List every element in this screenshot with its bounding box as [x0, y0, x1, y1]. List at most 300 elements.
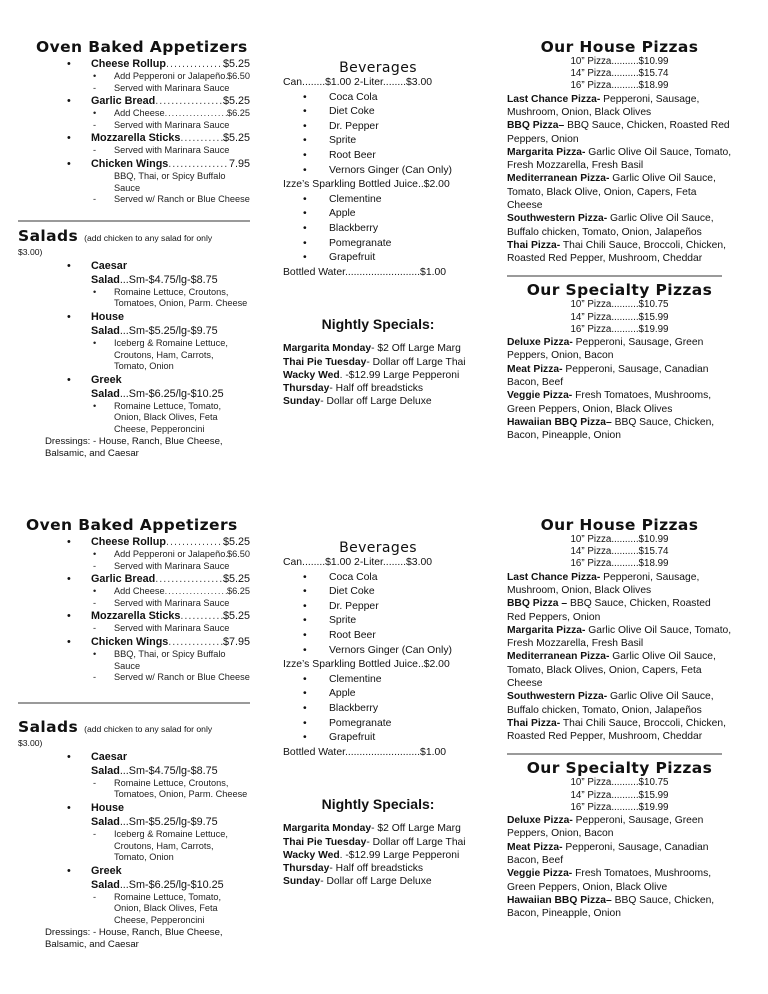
appetizer-sub-item [18, 549, 250, 561]
sub-text: Add Pepperoni or Jalapeño [114, 549, 226, 559]
middle-column [283, 60, 473, 408]
salads-note-continued: $3.00) [18, 737, 43, 748]
bullet-icon: - [93, 672, 97, 683]
juice-item [283, 687, 473, 702]
soda-name: Root Beer [329, 629, 376, 641]
dot-leader [180, 609, 223, 623]
house-pizza-item [507, 212, 732, 239]
appetizer-item [18, 609, 250, 623]
bullet-icon: • [93, 286, 97, 297]
izze-price-line: Izze’s Sparkling Bottled Juice..$2.00 [283, 179, 450, 191]
beverages-list [283, 76, 473, 280]
pizza-toppings: Pepperoni, Sausage, Green Peppers, Onion, Bacon [507, 815, 704, 840]
pizza-toppings: Fresh Tomatoes, Mushrooms, Green Peppers, Onion, Black Olives [507, 390, 712, 415]
bullet-icon: - [93, 623, 97, 634]
appetizer-sub-item [18, 194, 250, 206]
appetizer-sub-item [18, 71, 250, 83]
water-price-line: Bottled Water..........................$1.00 [283, 746, 447, 758]
special-day: Wacky Wed [283, 849, 340, 861]
pizza-name: Deluxe Pizza- [507, 337, 573, 349]
salad-name: Caesar Salad [91, 750, 128, 777]
pizza-size-price: 10” Pizza..........$10.75 [570, 299, 669, 311]
appetizer-sub-item [18, 120, 250, 132]
pizza-name: Last Chance Pizza- [507, 93, 601, 105]
desc-text: Croutons, Ham, Carrots, [114, 840, 214, 851]
soda-item [283, 120, 473, 135]
bullet-icon: • [303, 208, 307, 220]
bullet-icon: - [93, 891, 97, 902]
special-offer: - Half off breadsticks [329, 382, 424, 394]
bullet-icon: • [303, 571, 307, 583]
juice-item [283, 222, 473, 237]
pizza-toppings: Thai Chili Sauce, Broccoli, Chicken, Roasted Red Pepper, Mushroom, Cheddar [507, 239, 726, 265]
special-day: Thursday [283, 862, 330, 874]
special-item [283, 356, 473, 369]
salad-description [18, 361, 250, 373]
pizza-size-price: 14” Pizza..........$15.74 [570, 546, 669, 558]
bullet-icon: • [303, 91, 307, 103]
item-name: Chicken Wings [91, 635, 169, 648]
special-day: Margarita Monday [283, 823, 372, 835]
salad-name: Caesar Salad [91, 259, 128, 286]
left-column [18, 38, 250, 461]
soda-item [283, 134, 473, 149]
bullet-icon: • [303, 135, 307, 147]
pizza-toppings: Pepperoni, Sausage, Mushroom, Onion, Black Olives [507, 571, 700, 596]
sub-text: BBQ, Thai, or Spicy Buffalo Sauce [114, 170, 226, 193]
soda-item [283, 571, 473, 586]
pizza-toppings: Garlic Olive Oil Sauce, Tomato, Fresh Mozzarella, Fresh Basil [507, 146, 732, 172]
bullet-icon: • [67, 536, 71, 548]
izze-price-line: Izze’s Sparkling Bottled Juice..$2.00 [283, 659, 450, 671]
salad-description [18, 841, 250, 853]
bullet-icon: • [303, 600, 307, 612]
special-day: Sunday [283, 876, 321, 888]
salad-price: ...Sm-$6.25/lg-$10.25 [119, 387, 224, 400]
pizza-toppings: Fresh Tomatoes, Mushrooms, Green Peppers, Onion, Black Olive [507, 868, 712, 893]
bullet-icon: - [93, 777, 97, 788]
pizza-size-price: 16” Pizza..........$19.99 [570, 323, 669, 335]
bullet-icon: • [303, 673, 307, 685]
soda-name: Root Beer [329, 149, 376, 161]
pizza-name: Hawaiian BBQ Pizza– [507, 894, 612, 906]
soda-name: Sprite [329, 615, 357, 627]
bullet-icon: • [67, 573, 71, 586]
dot-leader [165, 108, 227, 120]
salad-name: Greek Salad [91, 864, 122, 891]
house-pizza-item [507, 717, 732, 744]
special-offer: - Dollar off Large Deluxe [320, 396, 432, 408]
bullet-icon: • [67, 864, 71, 877]
pizza-name: Meat Pizza- [507, 841, 563, 853]
desc-text: Romaine Lettuce, Croutons, [114, 777, 229, 788]
pizza-size-price: 10” Pizza..........$10.99 [570, 534, 669, 545]
salads-note-continued: $3.00) [18, 246, 43, 257]
appetizer-item [18, 535, 250, 549]
appetizer-sub-item [18, 586, 250, 598]
bullet-icon: • [67, 95, 71, 108]
juice-name: Apple [329, 208, 356, 220]
specials-title: Nightly Specials: [321, 796, 435, 813]
special-item [283, 836, 473, 849]
can-price-line: Can........$1.00 2-Liter........$3.00 [283, 77, 433, 88]
pizza-toppings: Garlic Olive Oil Sauce, Tomato, Black Olives, Onion, Capers, Feta Cheese [507, 651, 716, 689]
pizza-toppings: Garlic Olive Oil Sauce, Tomato, Fresh Mozzarella, Fresh Basil [507, 624, 732, 650]
desc-text: Tomato, Onion [114, 361, 174, 372]
sub-text: Served w/ Ranch or Blue Cheese [114, 672, 250, 683]
bullet-icon: • [303, 586, 307, 598]
bullet-icon: • [67, 259, 71, 272]
salad-item [18, 864, 250, 892]
soda-item [283, 600, 473, 615]
bullet-icon: • [67, 132, 71, 145]
house-pizzas-title: Our House Pizzas [540, 516, 699, 534]
bullet-icon: • [303, 702, 307, 714]
appetizer-item [18, 635, 250, 649]
pizza-name: Thai Pizza- [507, 239, 561, 251]
special-item [283, 395, 473, 408]
sub-text: Served w/ Ranch or Blue Cheese [114, 194, 250, 205]
bullet-icon: - [93, 597, 97, 608]
desc-text: Tomatoes, Onion, Parm. Cheese [114, 298, 248, 309]
item-name: Mozzarella Sticks [91, 132, 181, 145]
bullet-icon: • [93, 549, 97, 559]
bullet-icon: • [303, 222, 307, 234]
sub-text: Served with Marinara Sauce [114, 597, 230, 608]
bullet-icon: • [303, 615, 307, 627]
salad-description [18, 412, 250, 424]
salad-description [18, 829, 250, 841]
salad-name: House Salad [91, 801, 124, 828]
dressings-line: Dressings: - House, Ranch, Blue Cheese, [45, 926, 223, 938]
item-price: $5.25 [222, 573, 250, 586]
soda-item [283, 585, 473, 600]
bullet-icon: • [303, 193, 307, 205]
can-price-line: Can........$1.00 2-Liter........$3.00 [283, 557, 433, 568]
dot-leader [180, 131, 223, 145]
desc-text: Romaine Lettuce, Tomato, [114, 891, 222, 902]
middle-column [283, 540, 473, 888]
pizza-name: BBQ Pizza – [507, 598, 568, 610]
salad-description [18, 852, 250, 864]
special-day: Thai Pie Tuesday [283, 836, 367, 848]
appetizer-sub-item [18, 108, 250, 120]
appetizer-sub-item [18, 598, 250, 610]
pizza-name: Southwestern Pizza- [507, 691, 608, 703]
pizza-size-price: 10” Pizza..........$10.75 [570, 777, 669, 789]
pizza-name: Mediterranean Pizza- [507, 651, 610, 663]
soda-name: Coca Cola [329, 91, 378, 103]
special-offer: - Dollar off Large Thai [366, 836, 466, 848]
salad-description [18, 287, 250, 299]
pizza-name: Thai Pizza- [507, 717, 561, 729]
item-price: $7.95 [222, 635, 250, 648]
special-offer: . -$12.99 Large Pepperoni [339, 849, 460, 861]
pizza-size-price: 16” Pizza..........$18.99 [570, 80, 669, 92]
pizza-name: Margarita Pizza- [507, 146, 586, 158]
special-offer: - $2 Off Large Marg [371, 823, 461, 835]
bullet-icon: • [303, 120, 307, 132]
specialty-pizza-item [507, 389, 732, 416]
right-column [507, 38, 732, 442]
bullet-icon: - [93, 145, 97, 156]
desc-text: Iceberg & Romaine Lettuce, [114, 337, 228, 348]
special-day: Thursday [283, 382, 330, 394]
juice-name: Apple [329, 688, 356, 700]
appetizer-sub-item [18, 171, 250, 194]
bullet-icon: - [93, 194, 97, 205]
bullet-icon: • [93, 108, 97, 119]
juice-name: Grapefruit [329, 252, 376, 264]
bullet-icon: - [93, 82, 97, 93]
desc-text: Tomato, Onion [114, 852, 174, 863]
pizza-toppings: Pepperoni, Sausage, Mushroom, Onion, Black Olives [507, 93, 700, 118]
dot-leader [166, 535, 223, 549]
salad-item [18, 750, 250, 778]
bullet-icon: • [93, 337, 97, 348]
salad-price: ...Sm-$5.25/lg-$9.75 [119, 815, 218, 828]
dot-leader [155, 572, 223, 586]
bullet-icon: • [93, 648, 97, 659]
bullet-icon: • [303, 732, 307, 744]
salad-name: Greek Salad [91, 373, 122, 400]
special-item [283, 342, 473, 355]
dot-leader [155, 94, 223, 108]
salad-item [18, 801, 250, 829]
salad-description [18, 424, 250, 436]
specials-title: Nightly Specials: [321, 316, 435, 333]
juice-item [283, 237, 473, 252]
soda-item [283, 149, 473, 164]
house-pizza-item [507, 93, 732, 120]
appetizer-item [18, 157, 250, 171]
pizza-size-price: 14” Pizza..........$15.99 [570, 311, 669, 323]
pizza-toppings: Garlic Olive Oil Sauce, Buffalo chicken, Tomato, Onion, Jalapeños [507, 213, 714, 238]
section-divider [18, 220, 250, 222]
right-column [507, 516, 732, 920]
bullet-icon: - [93, 560, 97, 571]
item-price: $5.25 [222, 95, 250, 108]
soda-item [283, 105, 473, 120]
pizza-name: Meat Pizza- [507, 363, 563, 375]
pizza-name: Margarita Pizza- [507, 624, 586, 636]
soda-item [283, 629, 473, 644]
desc-text: Croutons, Ham, Carrots, [114, 349, 214, 360]
special-offer: - Half off breadsticks [329, 862, 424, 874]
juice-item [283, 673, 473, 688]
special-item [283, 862, 473, 875]
salads-title: Salads [18, 226, 79, 245]
pizza-name: Veggie Pizza- [507, 390, 573, 402]
salad-description [18, 338, 250, 350]
salad-description [18, 903, 250, 915]
dot-leader [166, 57, 223, 71]
left-column [18, 516, 250, 952]
salad-price: ...Sm-$6.25/lg-$10.25 [119, 878, 224, 891]
appetizer-sub-item [18, 672, 250, 684]
special-item [283, 875, 473, 888]
bullet-icon: - [93, 119, 97, 130]
appetizer-sub-item [18, 145, 250, 157]
pizza-size-price: 16” Pizza..........$18.99 [570, 558, 669, 570]
beverages-list [283, 556, 473, 760]
salad-description [18, 298, 250, 310]
salad-description [18, 892, 250, 904]
appetizer-item [18, 57, 250, 71]
house-pizza-item [507, 597, 732, 624]
pizza-toppings: Pepperoni, Sausage, Green Peppers, Onion, Bacon [507, 337, 704, 362]
bullet-icon: • [303, 237, 307, 249]
bullet-icon: • [303, 688, 307, 700]
bullet-icon: • [303, 106, 307, 118]
soda-name: Vernors Ginger (Can Only) [329, 164, 453, 176]
soda-item [283, 91, 473, 106]
salad-description [18, 778, 250, 790]
pizza-toppings: BBQ Sauce, Chicken, Roasted Red Peppers, Onion [507, 120, 730, 145]
juice-name: Pomegranate [329, 237, 392, 249]
special-offer: - $2 Off Large Marg [371, 343, 461, 355]
water-price-line: Bottled Water..........................$1.00 [283, 266, 447, 278]
special-day: Sunday [283, 396, 321, 408]
pizza-name: Last Chance Pizza- [507, 571, 601, 583]
house-pizza-item [507, 571, 732, 598]
desc-text: Tomatoes, Onion, Parm. Cheese [114, 789, 248, 800]
sub-price: $6.25 [227, 586, 250, 597]
special-item [283, 822, 473, 835]
pizza-name: Southwestern Pizza- [507, 213, 608, 225]
sub-price: $6.50 [227, 71, 250, 81]
bullet-icon: • [67, 801, 71, 814]
salad-description [18, 789, 250, 801]
salad-item [18, 310, 250, 338]
desc-text: Romaine Lettuce, Croutons, [114, 286, 229, 297]
soda-name: Coca Cola [329, 571, 378, 583]
juice-item [283, 193, 473, 208]
specialty-pizzas-title: Our Specialty Pizzas [526, 759, 713, 778]
pizza-toppings: BBQ Sauce, Chicken, Bacon, Pineapple, Onion [507, 894, 715, 920]
dot-leader [168, 635, 223, 649]
specialty-pizza-item [507, 841, 732, 868]
bullet-icon: • [67, 58, 71, 70]
specialty-pizza-item [507, 814, 732, 841]
bullet-icon: - [93, 828, 97, 839]
special-offer: - Dollar off Large Deluxe [320, 876, 432, 888]
sub-text: Add Cheese [114, 108, 165, 119]
salad-name: House Salad [91, 310, 124, 337]
specialty-pizzas-title: Our Specialty Pizzas [526, 281, 713, 300]
pizza-toppings: Pepperoni, Sausage, Canadian Bacon, Beef [507, 363, 709, 388]
desc-text: Onion, Black Olives, Feta [114, 903, 218, 914]
item-name: Mozzarella Sticks [91, 610, 181, 623]
bullet-icon: • [303, 629, 307, 641]
specialty-pizza-item [507, 363, 732, 390]
menu-copy-2 [0, 478, 768, 975]
section-divider [507, 753, 722, 755]
item-price: 7.95 [228, 157, 250, 170]
soda-name: Diet Coke [329, 106, 375, 118]
desc-text: Cheese, Pepperoncini [114, 914, 205, 925]
bullet-icon: • [67, 310, 71, 323]
item-price: $5.25 [222, 610, 250, 623]
house-pizza-item [507, 119, 732, 146]
pizza-name: Mediterranean Pizza- [507, 173, 610, 185]
special-offer: - Dollar off Large Thai [366, 356, 466, 368]
item-name: Chicken Wings [91, 157, 169, 170]
beverages-title: Beverages [339, 60, 417, 76]
house-pizza-item [507, 172, 732, 212]
dot-leader [165, 586, 227, 598]
specialty-pizza-item [507, 867, 732, 894]
salad-item [18, 373, 250, 401]
sub-text: Served with Marinara Sauce [114, 145, 230, 156]
specialty-pizza-item [507, 416, 732, 443]
pizza-toppings: BBQ Sauce, Chicken, Roasted Red Peppers, Onion [507, 598, 711, 623]
item-price: $5.25 [222, 132, 250, 145]
pizza-name: BBQ Pizza– [507, 120, 565, 132]
salad-item [18, 259, 250, 287]
salads-header [18, 718, 250, 736]
appetizer-sub-item [18, 649, 250, 672]
pizza-size-price: 14” Pizza..........$15.99 [570, 789, 669, 801]
appetizer-sub-item [18, 623, 250, 635]
bullet-icon: • [303, 149, 307, 161]
appetizers-title: Oven Baked Appetizers [36, 38, 248, 56]
appetizer-item [18, 131, 250, 145]
soda-name: Dr. Pepper [329, 600, 379, 612]
juice-name: Blackberry [329, 222, 379, 234]
item-price: $5.25 [222, 536, 250, 548]
soda-name: Diet Coke [329, 586, 375, 598]
special-day: Margarita Monday [283, 343, 372, 355]
pizza-toppings: Pepperoni, Sausage, Canadian Bacon, Beef [507, 841, 709, 866]
desc-text: Romaine Lettuce, Tomato, [114, 400, 222, 411]
house-pizza-item [507, 650, 732, 690]
soda-name: Vernors Ginger (Can Only) [329, 644, 453, 656]
appetizers-title: Oven Baked Appetizers [26, 516, 238, 534]
sub-text: BBQ, Thai, or Spicy Buffalo Sauce [114, 648, 226, 671]
bullet-icon: • [67, 750, 71, 763]
beverages-title: Beverages [339, 540, 417, 556]
salad-description [18, 401, 250, 413]
bullet-icon: • [303, 164, 307, 176]
sub-text: Served with Marinara Sauce [114, 82, 230, 93]
juice-item [283, 717, 473, 732]
bullet-icon: • [303, 252, 307, 264]
appetizer-sub-item [18, 561, 250, 573]
juice-item [283, 251, 473, 266]
desc-text: Onion, Black Olives, Feta [114, 412, 218, 423]
juice-name: Clementine [329, 193, 382, 205]
juice-name: Clementine [329, 673, 382, 685]
salad-price: ...Sm-$5.25/lg-$9.75 [119, 324, 218, 337]
special-day: Wacky Wed [283, 369, 340, 381]
salads-header [18, 227, 250, 245]
appetizer-item [18, 94, 250, 108]
item-name: Garlic Bread [91, 95, 156, 108]
juice-item [283, 702, 473, 717]
soda-item [283, 614, 473, 629]
pizza-size-price: 10” Pizza..........$10.99 [570, 56, 669, 67]
house-pizzas-title: Our House Pizzas [540, 38, 699, 56]
salads-note: (add chicken to any salad for only [84, 232, 213, 243]
sub-text: Add Pepperoni or Jalapeño [114, 71, 226, 81]
item-name: Garlic Bread [91, 573, 156, 586]
sub-price: $6.25 [227, 108, 250, 119]
special-item [283, 369, 473, 382]
bullet-icon: • [93, 71, 97, 81]
pizza-size-price: 16” Pizza..........$19.99 [570, 801, 669, 813]
bullet-icon: • [67, 610, 71, 623]
